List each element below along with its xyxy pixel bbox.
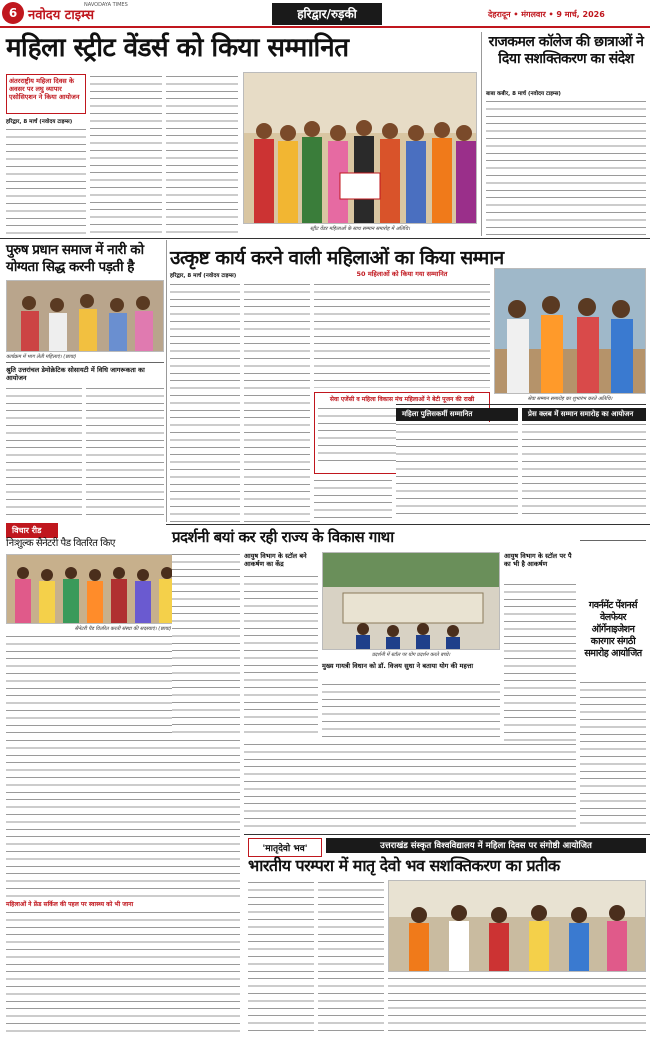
bottom-photo-illustration xyxy=(389,881,646,972)
side-headline: राजकमल कॉलेज की छात्राओं ने दिया सशक्तिकरण का संदेश xyxy=(488,34,644,67)
center-highlight-text: सेवा एजेंसी व महिला विकास मंच महिलाओं ने बेटी पूजन की राखी xyxy=(329,396,475,403)
center-headline: उत्कृष्ट कार्य करने वाली महिलाओं का किया सम्मान xyxy=(170,247,504,269)
center-photo xyxy=(494,268,646,394)
center-sub-right: प्रेस क्लब में सम्मान समारोह का आयोजन xyxy=(522,408,646,421)
exhibition-photo-caption: प्रदर्शनी में स्टॉल पर योग प्रदर्शन करते बच्चे। xyxy=(371,652,451,658)
story3-body-col2 xyxy=(86,386,164,520)
lead-photo-caption: स्ट्रीट वेंडर महिलाओं के साथ सम्मान समारोह में अतिथि। xyxy=(310,226,410,232)
exhibition-aside-head: आयुष विभाग के स्टॉल पर पै का भी है आकर्षण xyxy=(504,552,572,568)
exhibition-body-col1 xyxy=(244,574,318,738)
center-sub-right-body xyxy=(522,422,646,520)
story4-tag: विचार रीड xyxy=(6,523,58,538)
brand-sub: NAVODAYA TIMES xyxy=(84,2,128,8)
story3-body-col1 xyxy=(6,386,82,520)
center-body-col3 xyxy=(314,282,490,388)
center-body-col2 xyxy=(244,282,310,522)
section-label: हरिद्वार/रुड़की xyxy=(272,3,382,25)
rule xyxy=(580,540,646,541)
side-dateline: बाबा कबीर, 8 मार्च (नवोदय टाइम्स) xyxy=(486,91,561,97)
story3-headline: श्रुति उत्तरांचल डेमोक्रेटिक सोसायटी में विधि जागरूकता का आयोजन xyxy=(6,366,145,382)
story2-headline: पुरुष प्रधान समाज में नारी को योग्यता सिद्ध करनी पड़ती है xyxy=(6,242,144,275)
exhibition-subhead: आयुष विभाग के स्टॉल बने आकर्षण का केंद्र xyxy=(244,552,307,568)
exhibition-photo xyxy=(322,552,500,650)
lead-body-col1 xyxy=(6,127,86,235)
bottom-body-col1 xyxy=(248,880,314,1032)
issue-date: देहरादून • मंगलवार • 9 मार्च, 2026 xyxy=(488,10,605,19)
center-body-col4 xyxy=(314,478,392,522)
bottom-photo xyxy=(388,880,646,972)
exhibition-headline: प्रदर्शनी बयां कर रही राज्य के विकास गाथा xyxy=(172,528,394,546)
brand-logo: नवोदय टाइम्स xyxy=(28,8,95,23)
story2-photo-caption: कार्यक्रम में भाग लेती महिलाएं। (छाया) xyxy=(6,354,77,360)
bottom-left-body xyxy=(6,910,240,1032)
govt-headline: गवर्नमेंट पेंशनर्स वेलफेयर ऑर्गेनाइजेशन कारगार संगठी समारोह आयोजित xyxy=(584,600,642,659)
mid-lower-body xyxy=(244,742,576,830)
center-sub-left: महिला पुलिसकर्मी सम्मानित xyxy=(396,408,518,421)
exhibition-lead-body xyxy=(172,552,240,738)
lead-intro-text: अंतरराष्ट्रीय महिला दिवस के अवसर पर लघु व्यापार एसोसिएशन ने किया आयोजन xyxy=(9,77,80,101)
column-rule xyxy=(166,240,167,522)
center-photo-illustration xyxy=(495,269,646,394)
lead-dateline: हरिद्वार, 8 मार्च (नवोदय टाइम्स) xyxy=(6,119,73,125)
center-body-col1 xyxy=(170,282,240,522)
exhibition-sub2: मुख्य गायत्री विधान को डॉ. विजय सुधा ने बताया योग की महत्ता xyxy=(322,662,474,670)
lead-body-col2 xyxy=(90,74,162,234)
rule xyxy=(396,404,646,405)
lead-headline: महिला स्ट्रीट वेंडर्स को किया सम्मानित xyxy=(6,33,349,63)
story4-photo-caption: सैनेटरी पैड वितरित करती संस्था की सदस्याएं। (छाया) xyxy=(74,626,172,632)
lead-intro-box xyxy=(6,74,86,114)
lead-body-col3 xyxy=(166,74,238,234)
bottom-banner: उत्तराखंड संस्कृत विश्वविद्यालय में महिला दिवस पर संगोष्ठी आयोजित xyxy=(326,838,646,853)
center-subhead: 50 महिलाओं को किया गया सम्मानित xyxy=(356,270,448,278)
center-dateline: हरिद्वार, 8 मार्च (नवोदय टाइम्स) xyxy=(170,273,237,279)
exhibition-body-col2 xyxy=(322,682,500,738)
center-sub-left-body xyxy=(396,422,518,520)
govt-body xyxy=(580,680,646,830)
bottom-tag: 'मातृदेवो भव' xyxy=(248,838,322,857)
section-divider xyxy=(0,238,650,239)
bottom-body-col3 xyxy=(388,976,646,1032)
bottom-body-col2 xyxy=(318,880,384,1032)
section-divider xyxy=(166,524,650,525)
exhibition-photo-illustration xyxy=(323,553,500,650)
lead-photo xyxy=(243,72,477,224)
side-body xyxy=(486,99,646,235)
section-divider xyxy=(244,834,650,835)
left-bottom-stories xyxy=(6,738,240,898)
center-photo-caption: सेवा सम्मान समारोह का शुभारंभ करते अतिथि। xyxy=(527,396,613,402)
story4-headline: निःशुल्क सैनेटरी पैड वितरित किए xyxy=(6,538,115,549)
story2-photo xyxy=(6,280,164,352)
column-rule xyxy=(481,32,482,236)
page-number: 6 xyxy=(2,2,24,24)
bottom-left-headline: महिलाओं ने फ्रेंड सर्किल की पहल पर स्वास्थ्य को भी जाना xyxy=(6,901,134,908)
lead-photo-illustration xyxy=(244,73,477,224)
rule xyxy=(6,362,164,363)
bottom-headline: भारतीय परम्परा में मातृ देवो भव सशक्तिकरण का प्रतीक xyxy=(248,856,560,875)
story2-photo-illustration xyxy=(7,281,164,352)
